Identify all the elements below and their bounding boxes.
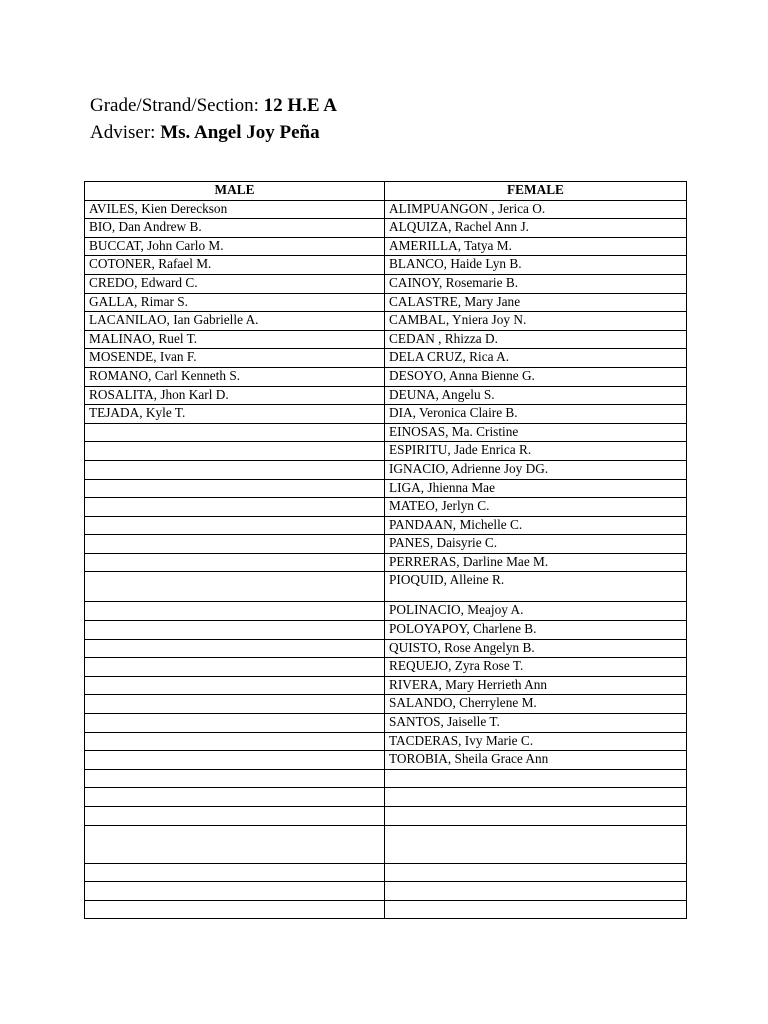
male-student-cell (85, 714, 385, 733)
male-student-cell: ROMANO, Carl Kenneth S. (85, 367, 385, 386)
male-student-cell (85, 423, 385, 442)
table-row (85, 423, 687, 442)
table-row (85, 732, 687, 751)
female-student-cell: CEDAN , Rhizza D. (385, 330, 687, 349)
female-student-cell: PIOQUID, Alleine R. (385, 572, 687, 602)
male-student-cell: CREDO, Edward C. (85, 274, 385, 293)
table-row (85, 405, 687, 424)
table-row (85, 274, 687, 293)
male-student-cell (85, 900, 385, 919)
male-student-cell: ROSALITA, Jhon Karl D. (85, 386, 385, 405)
table-row (85, 367, 687, 386)
female-student-cell (385, 807, 687, 826)
female-student-cell: DEUNA, Angelu S. (385, 386, 687, 405)
male-student-cell (85, 788, 385, 807)
female-student-cell: PERRERAS, Darline Mae M. (385, 553, 687, 572)
male-student-cell (85, 553, 385, 572)
table-row (85, 676, 687, 695)
female-student-cell (385, 769, 687, 788)
table-row (85, 293, 687, 312)
male-student-cell (85, 535, 385, 554)
table-row (85, 825, 687, 863)
class-roster-table (84, 181, 687, 919)
table-row (85, 442, 687, 461)
male-student-cell (85, 807, 385, 826)
male-student-cell: MOSENDE, Ivan F. (85, 349, 385, 368)
table-row (85, 479, 687, 498)
roster-body (85, 200, 687, 919)
male-student-cell (85, 572, 385, 602)
male-student-cell (85, 516, 385, 535)
female-student-cell: ALIMPUANGON , Jerica O. (385, 200, 687, 219)
female-student-cell: CAMBAL, Yniera Joy N. (385, 312, 687, 331)
table-row (85, 516, 687, 535)
male-student-cell (85, 602, 385, 621)
male-student-cell (85, 863, 385, 882)
male-student-cell (85, 676, 385, 695)
male-student-cell: COTONER, Rafael M. (85, 256, 385, 275)
female-student-cell: EINOSAS, Ma. Cristine (385, 423, 687, 442)
table-row (85, 714, 687, 733)
table-row (85, 330, 687, 349)
male-student-cell (85, 639, 385, 658)
table-row (85, 863, 687, 882)
table-row (85, 498, 687, 517)
male-student-cell: GALLA, Rimar S. (85, 293, 385, 312)
female-student-cell: DIA, Veronica Claire B. (385, 405, 687, 424)
female-student-cell: CAINOY, Rosemarie B. (385, 274, 687, 293)
female-student-cell: LIGA, Jhienna Mae (385, 479, 687, 498)
male-student-cell: BUCCAT, John Carlo M. (85, 237, 385, 256)
table-row (85, 312, 687, 331)
male-student-cell: MALINAO, Ruel T. (85, 330, 385, 349)
table-row (85, 553, 687, 572)
female-student-cell: POLINACIO, Meajoy A. (385, 602, 687, 621)
table-row (85, 807, 687, 826)
female-student-cell (385, 900, 687, 919)
male-student-cell (85, 460, 385, 479)
adviser-value: Ms. Angel Joy Peña (160, 122, 320, 143)
table-row (85, 900, 687, 919)
female-student-cell: PANES, Daisyrie C. (385, 535, 687, 554)
female-student-cell: SANTOS, Jaiselle T. (385, 714, 687, 733)
table-row (85, 386, 687, 405)
table-row (85, 535, 687, 554)
female-student-cell: PANDAAN, Michelle C. (385, 516, 687, 535)
table-row (85, 349, 687, 368)
female-student-cell: RIVERA, Mary Herrieth Ann (385, 676, 687, 695)
female-student-cell: DELA CRUZ, Rica A. (385, 349, 687, 368)
table-row (85, 237, 687, 256)
female-student-cell: IGNACIO, Adrienne Joy DG. (385, 460, 687, 479)
table-row (85, 639, 687, 658)
female-student-cell (385, 788, 687, 807)
female-student-cell (385, 882, 687, 901)
table-row (85, 751, 687, 770)
male-student-cell: LACANILAO, Ian Gabrielle A. (85, 312, 385, 331)
female-student-cell: REQUEJO, Zyra Rose T. (385, 658, 687, 677)
female-student-cell: CALASTRE, Mary Jane (385, 293, 687, 312)
table-row (85, 200, 687, 219)
female-student-cell: ESPIRITU, Jade Enrica R. (385, 442, 687, 461)
female-student-cell: TOROBIA, Sheila Grace Ann (385, 751, 687, 770)
female-student-cell: POLOYAPOY, Charlene B. (385, 621, 687, 640)
female-student-cell: TACDERAS, Ivy Marie C. (385, 732, 687, 751)
male-student-cell (85, 442, 385, 461)
male-student-cell (85, 769, 385, 788)
table-row (85, 695, 687, 714)
male-student-cell: TEJADA, Kyle T. (85, 405, 385, 424)
male-student-cell (85, 621, 385, 640)
table-row (85, 621, 687, 640)
table-row (85, 219, 687, 238)
table-row (85, 602, 687, 621)
male-student-cell: AVILES, Kien Dereckson (85, 200, 385, 219)
table-row (85, 572, 687, 602)
female-student-cell (385, 825, 687, 863)
female-student-cell: BLANCO, Haide Lyn B. (385, 256, 687, 275)
grade-strand-section-line (90, 94, 337, 118)
adviser-label: Adviser: (90, 122, 156, 143)
male-student-cell (85, 658, 385, 677)
table-header-row (85, 182, 687, 201)
female-student-cell: DESOYO, Anna Bienne G. (385, 367, 687, 386)
grade-label: Grade/Strand/Section: (90, 95, 259, 116)
adviser-line (90, 121, 320, 145)
male-student-cell: BIO, Dan Andrew B. (85, 219, 385, 238)
table-row (85, 882, 687, 901)
male-student-cell (85, 882, 385, 901)
male-student-cell (85, 751, 385, 770)
male-student-cell (85, 695, 385, 714)
table-row (85, 256, 687, 275)
column-header-male: MALE (85, 182, 385, 201)
table-row (85, 769, 687, 788)
male-student-cell (85, 825, 385, 863)
table-row (85, 460, 687, 479)
female-student-cell: SALANDO, Cherrylene M. (385, 695, 687, 714)
female-student-cell: AMERILLA, Tatya M. (385, 237, 687, 256)
female-student-cell: MATEO, Jerlyn C. (385, 498, 687, 517)
female-student-cell (385, 863, 687, 882)
male-student-cell (85, 479, 385, 498)
table-row (85, 658, 687, 677)
male-student-cell (85, 732, 385, 751)
female-student-cell: QUISTO, Rose Angelyn B. (385, 639, 687, 658)
female-student-cell: ALQUIZA, Rachel Ann J. (385, 219, 687, 238)
male-student-cell (85, 498, 385, 517)
table-row (85, 788, 687, 807)
column-header-female: FEMALE (385, 182, 687, 201)
grade-value: 12 H.E A (263, 95, 337, 116)
